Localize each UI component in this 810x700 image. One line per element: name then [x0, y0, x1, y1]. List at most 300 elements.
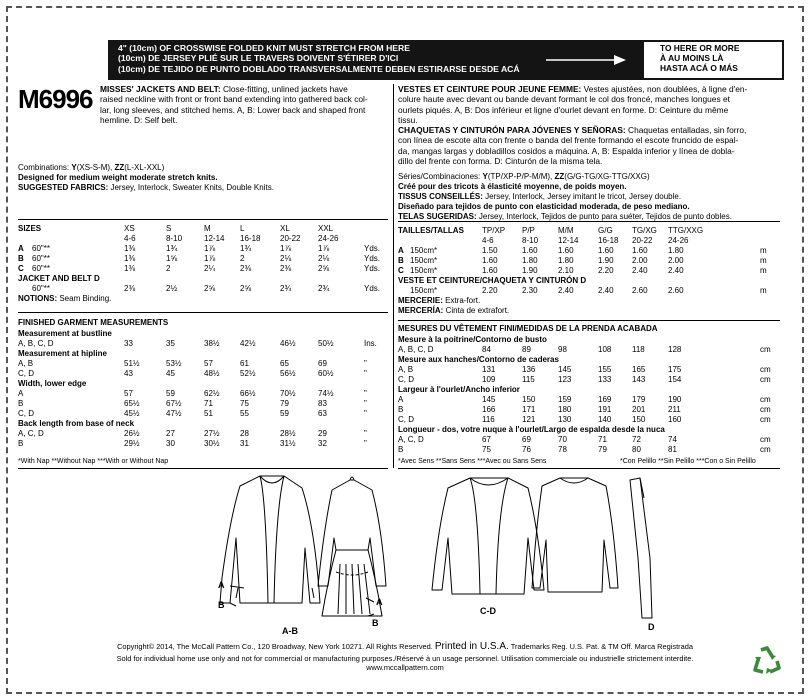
designed-for: Designed for medium weight moderate stretch knits. — [18, 173, 218, 182]
yardage-value: 1⅞ — [280, 244, 292, 253]
stretch-line-en: 4" (10cm) OF CROSSWISE FOLDED KNIT MUST STRETCH FROM HERE — [118, 43, 410, 53]
yardage-value: 1¾ — [166, 244, 178, 253]
series-y-sizes: (TP/XP-P/P-M/M), — [487, 172, 555, 181]
measurement-value: 84 — [482, 345, 491, 354]
yardage-value: 2⅜ — [280, 264, 292, 273]
measurement-value: 80 — [632, 445, 641, 454]
yardage-value: 1⅞ — [204, 244, 216, 253]
measurement-value: 169 — [598, 395, 612, 404]
measurement-value: 30 — [166, 439, 175, 448]
es-line: dillo del frente con forma. D: Cinturón de la misma tela. — [398, 155, 603, 166]
size-range: 20-22 — [632, 236, 653, 245]
measurement-section-title: Measurement at hipline — [18, 349, 107, 358]
measurement-section-title: Back length from base of neck — [18, 419, 135, 428]
measurement-value: 121 — [522, 415, 536, 424]
measurement-unit: cm — [760, 375, 771, 384]
measurement-value: 155 — [598, 365, 612, 374]
belt-unit: m — [760, 286, 767, 295]
measurement-value: 33 — [124, 339, 133, 348]
measurement-value: 43 — [124, 369, 133, 378]
measurement-value: 61 — [240, 359, 249, 368]
pelillo-note: *Con Pelillo **Sin Pelillo ***Con o Sin Pelillo — [620, 458, 756, 465]
avec-sens-note: *Avec Sens **Sans Sens ***Avec ou Sans Sens — [398, 458, 547, 465]
jacket-back-drawing — [318, 477, 386, 616]
belt-value: 2⅝ — [240, 284, 252, 293]
yardage-value: 2.10 — [558, 266, 574, 275]
measurement-view: A — [18, 389, 24, 398]
size-range: 12-14 — [204, 234, 225, 243]
fr-line: colure haute avec devant ou bande devant formant le col dos froncé, manches longues et — [398, 94, 730, 105]
measurement-value: 180 — [558, 405, 572, 414]
measurement-value: 191 — [598, 405, 612, 414]
yardage-value: 2.40 — [668, 266, 684, 275]
measurement-value: 109 — [482, 375, 496, 384]
measurement-unit: " — [364, 409, 367, 418]
english-description — [18, 84, 388, 125]
measurement-value: 72 — [632, 435, 641, 444]
measurement-value: 45 — [166, 369, 175, 378]
measurement-view: A, B, C, D — [18, 339, 54, 348]
stretch-gauge-bar — [108, 40, 784, 80]
measurement-value: 50½ — [318, 339, 334, 348]
belt-value: 2.60 — [668, 286, 684, 295]
measurement-value: 32 — [318, 439, 327, 448]
measurement-value: 190 — [668, 395, 682, 404]
desc-line: lar, long sleeves, and stitched hems. A, B: Lower back and shaped front — [100, 104, 366, 115]
measurement-value: 76 — [522, 445, 531, 454]
size-name: TP/XP — [482, 226, 506, 235]
size-name: L — [240, 224, 245, 233]
fr-line: tissu. — [398, 114, 418, 125]
measurement-value: 27½ — [204, 429, 220, 438]
measurement-value: 79 — [280, 399, 289, 408]
yardage-value: 1⅜ — [124, 244, 136, 253]
yardage-value: 1.60 — [558, 246, 574, 255]
yardage-value: 1⅞ — [318, 244, 330, 253]
size-name: S — [166, 224, 172, 233]
size-range: 12-14 — [558, 236, 579, 245]
combinations-label: Combinations: — [18, 163, 72, 172]
measurement-value: 160 — [668, 415, 682, 424]
yardage-value: 1.80 — [558, 256, 574, 265]
measurement-value: 211 — [668, 405, 681, 414]
belt-value: 2.20 — [482, 286, 498, 295]
right-arrow-icon — [546, 54, 626, 66]
label-b-right: B — [372, 618, 379, 628]
measurement-value: 26½ — [124, 429, 140, 438]
measurement-value: 31 — [240, 439, 249, 448]
yardage-value: 1.80 — [522, 256, 538, 265]
belt-value: 2.30 — [522, 286, 538, 295]
es-title: CHAQUETAS Y CINTURÓN PARA JÓVENES Y SEÑORAS: — [398, 125, 626, 135]
yardage-unit: m — [760, 246, 767, 255]
stretch-instructions — [118, 43, 538, 74]
measurement-section-title: Width, lower edge — [18, 379, 87, 388]
yardage-value: 2 — [166, 264, 171, 273]
cree-pour: Créé pour des tricots à élasticité moyenne, de poids moyen. — [398, 182, 627, 191]
desc-line: Close-fitting, unlined jackets have — [220, 84, 348, 94]
yardage-view: C — [18, 264, 24, 273]
measurement-value: 69 — [318, 359, 327, 368]
series-label: Séries/Combinaciones: — [398, 172, 483, 181]
size-range: 4-6 — [124, 234, 136, 243]
stretch-box-fr: À AU MOINS LÀ — [660, 52, 724, 63]
size-name: P/P — [522, 226, 535, 235]
measurement-value: 171 — [522, 405, 536, 414]
measurement-value: 79 — [598, 445, 607, 454]
website: www.mccallpattern.com — [366, 663, 444, 673]
measurement-value: 28½ — [280, 429, 296, 438]
size-name: G/G — [598, 226, 613, 235]
measurement-value: 57 — [204, 359, 213, 368]
measurement-unit: Ins. — [364, 339, 377, 348]
measurement-value: 145 — [558, 365, 572, 374]
stretch-line-es: (10cm) DE TEJIDO DE PUNTO DOBLADO TRANSVERSALMENTE DEBEN ESTIRARSE DESDE ACÁ — [118, 63, 520, 74]
measurement-unit: " — [364, 369, 367, 378]
measurement-unit: cm — [760, 405, 771, 414]
measurement-unit: cm — [760, 345, 771, 354]
label-ab: A-B — [282, 626, 298, 636]
measurement-value: 71 — [598, 435, 607, 444]
measurement-view: A, B — [398, 365, 414, 374]
measurement-view: A, C, D — [398, 435, 424, 444]
copyright: Copyright© 2014, The McCall Pattern Co., 120 Broadway, New York 10271. All Rights Reserved. — [117, 642, 435, 651]
measurement-value: 130 — [558, 415, 572, 424]
measurement-value: 47½ — [166, 409, 182, 418]
yardage-width: 60"** — [32, 254, 50, 263]
measurement-value: 89 — [522, 345, 531, 354]
yardage-unit: Yds. — [364, 254, 381, 263]
finished-measurements-title: FINISHED GARMENT MEASUREMENTS — [18, 318, 169, 327]
measurement-unit: " — [364, 389, 367, 398]
french-spanish-column — [398, 84, 780, 166]
label-d: D — [648, 622, 655, 632]
yardage-width: 150cm* — [410, 246, 438, 255]
tissus-label: TISSUS CONSEILLÉS: — [398, 192, 483, 201]
yardage-view: C — [398, 266, 404, 275]
measurement-value: 74½ — [318, 389, 334, 398]
measurement-value: 128 — [668, 345, 682, 354]
measurement-value: 38½ — [204, 339, 220, 348]
belt-value: 2½ — [166, 284, 178, 293]
measurement-value: 53½ — [166, 359, 182, 368]
measurement-value: 63 — [318, 409, 327, 418]
measurement-value: 140 — [598, 415, 612, 424]
notions: MERCERIE: Extra-fort. — [398, 296, 481, 305]
yardage-unit: Yds. — [364, 264, 381, 273]
measurement-value: 59 — [280, 409, 289, 418]
belt-value: 2¾ — [280, 284, 292, 293]
belt-width: 60"** — [32, 284, 50, 293]
yardage-view: A — [398, 246, 404, 255]
measurement-value: 71 — [204, 399, 213, 408]
size-name: M/M — [558, 226, 574, 235]
measurement-value: 133 — [598, 375, 612, 384]
measurement-section-title: Mesure aux hanches/Contorno de caderas — [398, 355, 559, 364]
yardage-value: 1.90 — [522, 266, 538, 275]
measurement-view: C, D — [18, 409, 34, 418]
measurement-value: 116 — [482, 415, 495, 424]
tissus-conseilles — [398, 192, 681, 202]
yardage-width: 60"** — [32, 244, 50, 253]
measurement-view: C, D — [398, 415, 414, 424]
measurement-unit: cm — [760, 445, 771, 454]
yardage-value: 1⅞ — [204, 254, 216, 263]
yardage-value: 2⅜ — [240, 264, 252, 273]
stretch-box-en: TO HERE OR MORE — [660, 43, 740, 53]
size-range: 20-22 — [280, 234, 301, 243]
finished-measurements-title: MESURES DU VÊTEMENT FINI/MEDIDAS DE LA PRENDA ACABADA — [398, 324, 658, 333]
series-zz-sizes: (G/G-TG/XG-TTG/XXG) — [564, 172, 650, 181]
es-line: con línea de escote alta con frente o banda del frente formando el escote fruncido de espal- — [398, 135, 739, 146]
yardage-value: 1.60 — [632, 246, 648, 255]
measurement-value: 65½ — [124, 399, 140, 408]
stretch-line-fr: (10cm) DE JERSEY PLIÉ SUR LE TRAVERS DOIVENT S'ÉTIRER D'ICI — [118, 53, 399, 64]
jacket-belt-label: VESTE ET CEINTURE/CHAQUETA Y CINTURÓN D — [398, 276, 587, 285]
measurement-unit: " — [364, 359, 367, 368]
measurement-value: 150 — [522, 395, 536, 404]
belt-value: 2¾ — [318, 284, 330, 293]
measurement-value: 123 — [558, 375, 572, 384]
measurement-unit: cm — [760, 365, 771, 374]
measurement-value: 136 — [522, 365, 536, 374]
yardage-unit: m — [760, 266, 767, 275]
french-description — [398, 84, 780, 125]
measurement-view: B — [398, 405, 404, 414]
measurement-value: 57 — [124, 389, 133, 398]
measurement-value: 30½ — [204, 439, 220, 448]
yardage-value: 2.20 — [598, 266, 614, 275]
yardage-value: 1.60 — [522, 246, 538, 255]
yardage-value: 1.90 — [598, 256, 614, 265]
divider — [398, 320, 780, 321]
pattern-number: M6996 — [18, 84, 93, 114]
size-name: TG/XG — [632, 226, 657, 235]
measurement-value: 159 — [558, 395, 572, 404]
garment-technical-drawings — [210, 468, 790, 638]
series — [398, 172, 650, 182]
size-range: 24-26 — [668, 236, 689, 245]
nap-note: *With Nap **Without Nap ***With or Without Nap — [18, 458, 169, 465]
fabrics-label: SUGGESTED FABRICS: — [18, 183, 109, 192]
measurement-value: 145 — [482, 395, 496, 404]
notions: NOTIONS: Seam Binding. — [18, 294, 112, 303]
measurement-value: 59 — [166, 389, 175, 398]
measurement-value: 51 — [204, 409, 213, 418]
belt-value: 2⅜ — [124, 284, 136, 293]
series-zz: ZZ — [554, 172, 565, 181]
measurement-value: 55 — [240, 409, 249, 418]
jacket-belt-label: JACKET AND BELT D — [18, 274, 100, 283]
measurement-value: 75 — [240, 399, 249, 408]
divider — [398, 221, 780, 222]
measurement-value: 28 — [240, 429, 249, 438]
jacket-front-drawing — [220, 476, 320, 603]
measurement-value: 31½ — [280, 439, 296, 448]
measurement-value: 131 — [482, 365, 496, 374]
es-line: da, mangas largas y dobladillos cosidos a máquina. A, B: Espalda inferior y línea de dobla- — [398, 145, 735, 156]
measurement-value: 56½ — [280, 369, 296, 378]
size-range: 8-10 — [166, 234, 183, 243]
measurement-value: 48½ — [204, 369, 220, 378]
belt-value: 2.40 — [598, 286, 614, 295]
measurement-value: 60½ — [318, 369, 334, 378]
size-name: M — [204, 224, 211, 233]
measurement-value: 150 — [632, 415, 646, 424]
disenado-para: Diseñado para tejidos de punto con elasticidad moderada, de peso mediano. — [398, 202, 690, 211]
measurement-value: 66½ — [240, 389, 256, 398]
yardage-width: 150cm* — [410, 266, 438, 275]
yardage-width: 150cm* — [410, 256, 438, 265]
tissus-text: Jersey, Interlock, Jersey imitant le tricot, Jersey double. — [482, 192, 682, 201]
measurement-view: A, B, C, D — [398, 345, 434, 354]
measurement-value: 83 — [318, 399, 327, 408]
suggested-fabrics — [18, 183, 274, 193]
measurement-value: 74 — [668, 435, 677, 444]
measurement-value: 29½ — [124, 439, 140, 448]
size-name: TTG/XXG — [668, 226, 704, 235]
yardage-view: A — [18, 244, 24, 253]
yardage-value: 2⅝ — [318, 264, 330, 273]
measurement-unit: cm — [760, 415, 771, 424]
yardage-value: 2¼ — [204, 264, 216, 273]
stretch-target-box — [642, 40, 784, 80]
measurement-value: 29 — [318, 429, 327, 438]
measurement-value: 108 — [598, 345, 612, 354]
measurement-value: 51½ — [124, 359, 140, 368]
measurement-unit: cm — [760, 395, 771, 404]
measurement-value: 45½ — [124, 409, 140, 418]
yardage-value: 2.00 — [668, 256, 684, 265]
size-name: XS — [124, 224, 135, 233]
sizes-header: TAILLES/TALLAS — [398, 226, 464, 235]
yardage-value: 2.00 — [632, 256, 648, 265]
belt-value: 2.60 — [632, 286, 648, 295]
measurement-value: 118 — [632, 345, 645, 354]
size-range: 16-18 — [598, 236, 619, 245]
measurement-value: 67 — [482, 435, 491, 444]
measurement-value: 98 — [558, 345, 567, 354]
label-a-right: A — [376, 597, 383, 607]
yardage-value: 2⅛ — [280, 254, 292, 263]
measurement-value: 143 — [632, 375, 646, 384]
measurement-value: 165 — [632, 365, 646, 374]
measurement-value: 70½ — [280, 389, 296, 398]
english-column — [18, 84, 388, 125]
belt-value: 2⅝ — [204, 284, 216, 293]
measurement-unit: " — [364, 399, 367, 408]
measurement-value: 46½ — [280, 339, 296, 348]
yardage-value: 1¾ — [240, 244, 252, 253]
measurement-section-title: Largeur à l'ourlet/Ancho inferior — [398, 385, 520, 394]
desc-line: raised neckline with front or front band extending into gathered back col- — [100, 94, 368, 105]
desc-title: MISSES' JACKETS AND BELT: — [100, 84, 221, 94]
yardage-unit: m — [760, 256, 767, 265]
yardage-value: 1.50 — [482, 246, 498, 255]
measurement-value: 35 — [166, 339, 175, 348]
size-name: XXL — [318, 224, 334, 233]
measurement-value: 69 — [522, 435, 531, 444]
combo-zz-sizes: (L-XL-XXL) — [124, 163, 165, 172]
measurement-value: 175 — [668, 365, 682, 374]
measurement-value: 52½ — [240, 369, 256, 378]
yardage-value: 2⅛ — [318, 254, 330, 263]
measurement-view: C, D — [398, 375, 414, 384]
combo-y: Y — [71, 163, 77, 172]
fr-line: ourlets piqués. A, B: Dos inférieur et ligne d'ourlet devant en forme. D: Ceinture du même — [398, 104, 729, 115]
measurement-value: 27 — [166, 429, 175, 438]
measurement-value: 65 — [280, 359, 289, 368]
measurement-view: C, D — [18, 369, 34, 378]
measurement-view: A, C, D — [18, 429, 44, 438]
trademarks: Trademarks Reg. U.S. Pat. & TM Off. Marca Registrada — [508, 642, 693, 651]
measurement-view: A — [398, 395, 404, 404]
measurement-value: 81 — [668, 445, 677, 454]
stretch-box-es: HASTA ACÁ O MÁS — [660, 62, 738, 73]
printed-in: Printed in U.S.A. — [434, 641, 509, 652]
spanish-description — [398, 125, 780, 166]
belt-width: 150cm* — [410, 286, 438, 295]
fr-title: VESTES ET CEINTURE POUR JEUNE FEMME: — [398, 84, 582, 94]
yardage-width: 60"** — [32, 264, 50, 273]
measurement-view: A, B — [18, 359, 34, 368]
telas-label: TELAS SUGERIDAS: — [398, 212, 477, 221]
belt-unit: Yds. — [364, 284, 381, 293]
jacket-cd-back-drawing — [532, 478, 618, 592]
sold-for: Sold for individual home use only and not for commercial or manufacturing purposes./Réservé à un usage personnel. Utilisation commerciale ou industrielle strictement interdite. — [116, 653, 694, 663]
label-b-left: B — [218, 600, 225, 610]
yardage-unit: Yds. — [364, 244, 381, 253]
measurement-section-title: Longueur - dos, votre nuque à l'ourlet/Largo de espalda desde la nuca — [398, 425, 665, 434]
measurement-value: 67½ — [166, 399, 182, 408]
recycle-icon — [750, 644, 784, 678]
es-line: Chaquetas entalladas, sin forro, — [625, 125, 747, 135]
size-range: 16-18 — [240, 234, 261, 243]
yardage-value: 1.60 — [482, 266, 498, 275]
size-range: 24-26 — [318, 234, 339, 243]
yardage-view: B — [398, 256, 404, 265]
size-name: XL — [280, 224, 290, 233]
measurement-section-title: Measurement at bustline — [18, 329, 112, 338]
measurement-value: 42½ — [240, 339, 256, 348]
column-divider — [393, 84, 394, 468]
combinations — [18, 163, 164, 173]
measurement-value: 115 — [522, 375, 535, 384]
measurement-value: 201 — [632, 405, 646, 414]
belt-value: 2.40 — [558, 286, 574, 295]
notions: MERCERÍA: Cinta de extrafort. — [398, 306, 510, 315]
label-a-left: A — [218, 580, 225, 590]
combo-zz: ZZ — [114, 163, 125, 172]
footer — [0, 640, 810, 673]
sizes-header: SIZES — [18, 224, 42, 233]
measurement-unit: " — [364, 439, 367, 448]
measurement-value: 154 — [668, 375, 682, 384]
fr-line: Vestes ajustées, non doublées, à ligne d'en- — [581, 84, 748, 94]
measurement-value: 70 — [558, 435, 567, 444]
measurement-value: 166 — [482, 405, 496, 414]
measurement-unit: " — [364, 429, 367, 438]
measurement-view: B — [18, 399, 24, 408]
jacket-cd-front-drawing — [432, 478, 544, 594]
series-y: Y — [482, 172, 488, 181]
yardage-value: 2.40 — [632, 266, 648, 275]
label-cd: C-D — [480, 606, 496, 616]
yardage-value: 2 — [240, 254, 245, 263]
divider — [18, 312, 388, 313]
yardage-value: 1.80 — [668, 246, 684, 255]
yardage-value: 1⅜ — [124, 254, 136, 263]
